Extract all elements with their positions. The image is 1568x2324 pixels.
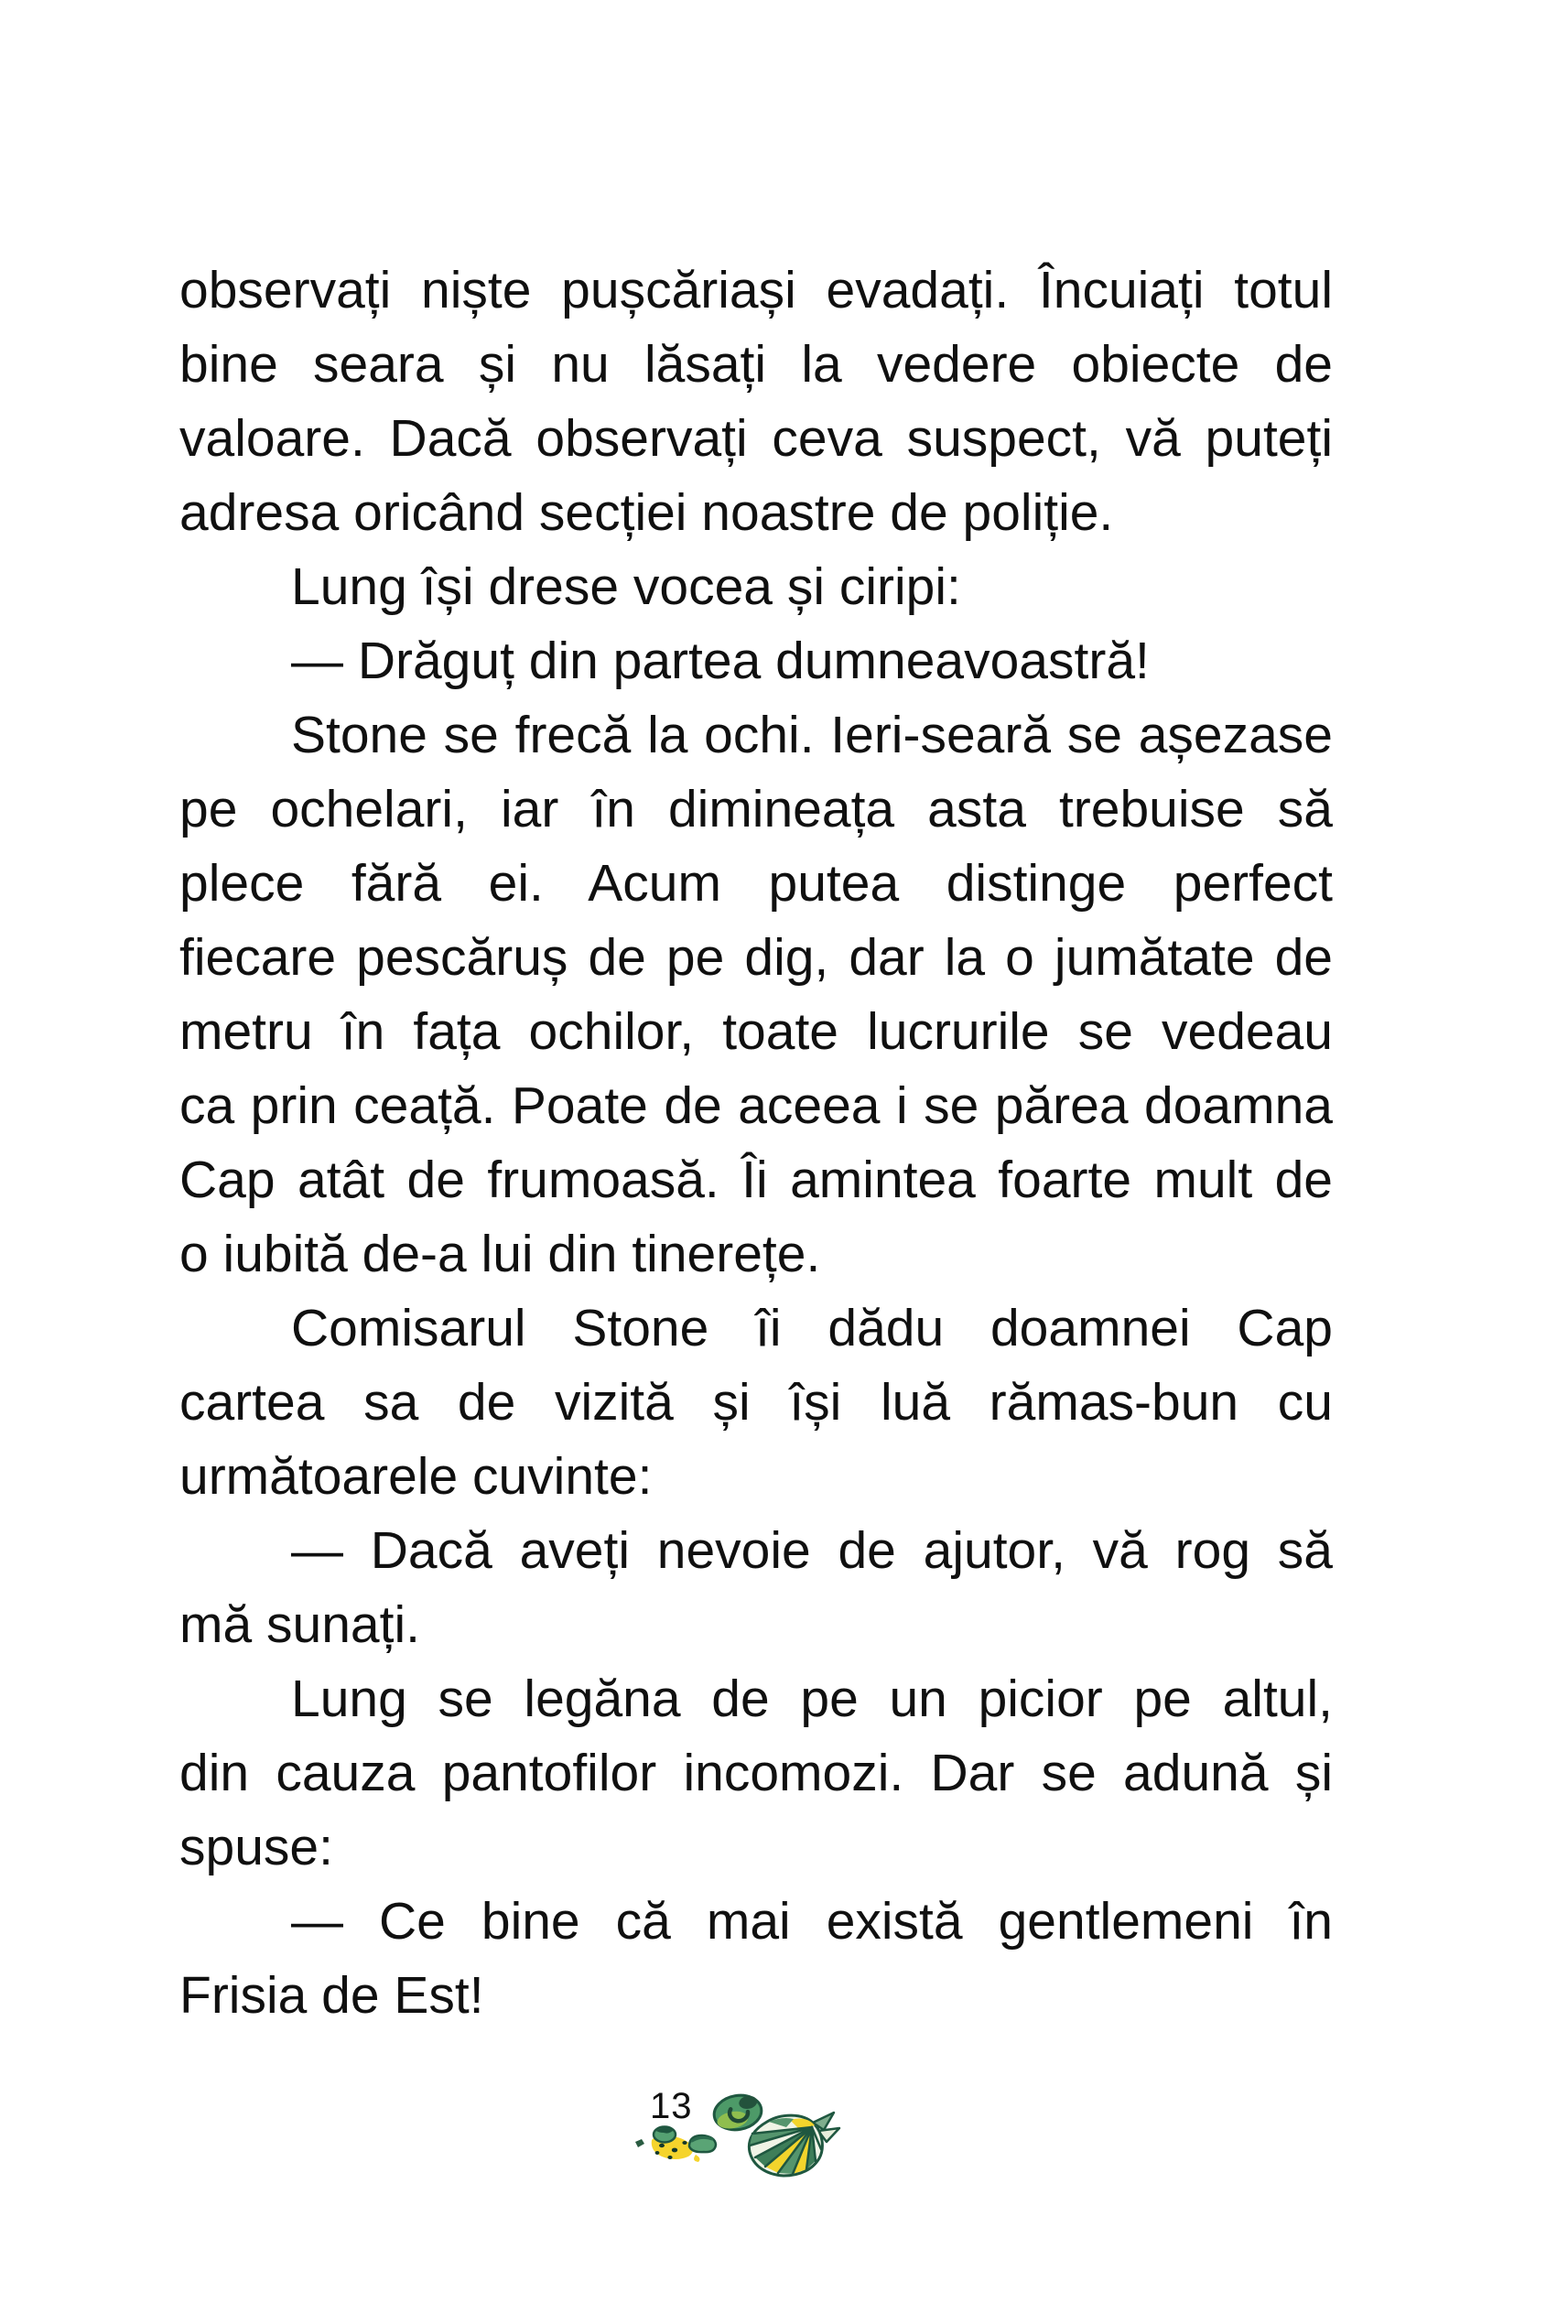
text-line: spuse:	[179, 1818, 333, 1876]
text-line: Stone se frecă la ochi. Ieri-seară se așezase	[291, 706, 1333, 764]
text-line: Frisia de Est!	[179, 1966, 484, 2025]
text-line: — Ce bine că mai există gentlemeni în	[291, 1892, 1333, 1951]
scallop-shell-icon	[749, 2113, 839, 2176]
text-line: Cap atât de frumoasă. Îi amintea foarte mult de	[179, 1151, 1333, 1209]
text-line: ca prin ceață. Poate de aceea i se părea doamna	[179, 1076, 1333, 1135]
text-line: cartea sa de vizită și își luă rămas-bun cu	[179, 1373, 1333, 1432]
page-number: 13	[650, 2086, 693, 2126]
seashell-illustration	[627, 2081, 847, 2188]
text-line: Lung se legăna de pe un picior pe altul,	[291, 1670, 1333, 1728]
text-line: din cauza pantofilor incomozi. Dar se adună și	[179, 1744, 1333, 1802]
text-line: valoare. Dacă observați ceva suspect, vă puteți	[179, 409, 1333, 468]
text-line: adresa oricând secției noastre de poliție.	[179, 483, 1114, 542]
text-line: — Drăguț din partea dumneavoastră!	[291, 632, 1150, 690]
text-line: următoarele cuvinte:	[179, 1447, 653, 1506]
text-line: Lung își drese vocea și ciripi:	[291, 557, 961, 616]
text-block	[179, 254, 1333, 2033]
text-line: plece fără ei. Acum putea distinge perfect	[179, 854, 1333, 913]
text-line: — Dacă aveți nevoie de ajutor, vă rog să	[291, 1521, 1333, 1580]
oval-shell-icon	[711, 2092, 764, 2133]
text-line: Comisarul Stone îi dădu doamnei Cap	[291, 1299, 1333, 1357]
text-line: pe ochelari, iar în dimineața asta trebuise să	[179, 780, 1333, 838]
text-line: observați niște pușcăriași evadați. Încuiați totul	[179, 261, 1333, 319]
text-line: fiecare pescăruș de pe dig, dar la o jumătate de	[179, 928, 1333, 987]
text-line: bine seara și nu lăsați la vedere obiecte de	[179, 335, 1333, 394]
pebbles-icon	[635, 2127, 716, 2163]
text-line: metru în fața ochilor, toate lucrurile se vedeau	[179, 1002, 1333, 1061]
text-line: mă sunați.	[179, 1595, 420, 1654]
text-line: o iubită de-a lui din tinerețe.	[179, 1225, 821, 1283]
